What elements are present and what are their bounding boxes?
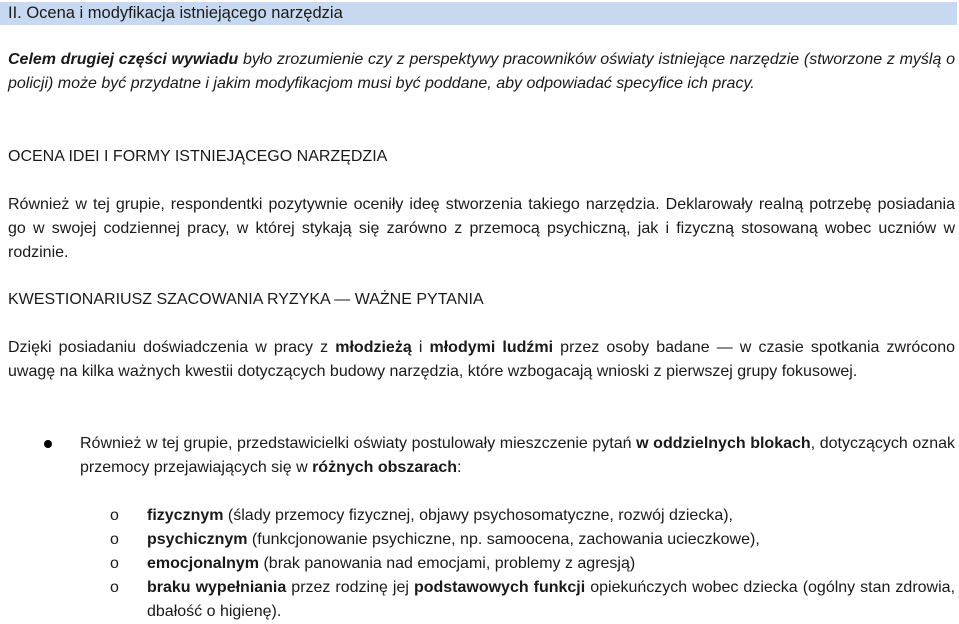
text-run: (ślady przemocy fizycznej, objawy psychosomatyczne, rozwój dziecka), — [223, 507, 733, 524]
sub-item-text — [147, 528, 955, 552]
bold-run: młodymi ludźmi — [429, 339, 554, 356]
bold-run: braku wypełniania — [147, 579, 287, 596]
bullet-dot-icon — [44, 440, 52, 448]
sub-item-text — [147, 552, 955, 576]
intro-bold: Celem drugiej części wywiadu — [8, 51, 239, 68]
questionnaire-paragraph — [8, 336, 955, 384]
sub-marker: o — [110, 531, 119, 548]
intro-text: było zrozumienie czy z perspektywy pracowników oświaty istniejące narzędzie (stworzone z myślą o policji) może być przydatne i jakim modyfikacjom musi być poddane, aby odpowiadać specyfice ich pracy. — [8, 51, 955, 92]
text-run: (funkcjonowanie psychiczne, np. samoocena, zachowania ucieczkowe), — [247, 531, 760, 548]
text-run: przez rodzinę jej — [286, 579, 414, 596]
bold-run: podstawowych funkcji — [413, 579, 586, 596]
bold-run: w oddzielnych blokach — [636, 435, 811, 452]
bullet-text — [80, 432, 955, 480]
text-run: Dzięki posiadaniu doświadczenia w pracy z — [8, 339, 336, 356]
bold-run: psychicznym — [147, 531, 248, 548]
text-run: przez osoby badane — w czasie spotkania zwrócono uwagę na kilka ważnych kwestii dotyczących budowy narzędzia, które wzbogacają wnioski z pierwszej grupy fokusowej. — [8, 339, 956, 380]
text-run: : — [457, 459, 462, 476]
bold-run: emocjonalnym — [147, 555, 260, 572]
assessment-paragraph: Również w tej grupie, respondentki pozytywnie oceniły ideę stworzenia takiego narzędzia. Deklarowały realną potrzebę posiadania go w swojej codziennej pracy, w której stykają się zarówno z przemocą psychiczną, jak i fizyczną stosowaną wobec uczniów w rodzinie. — [8, 196, 955, 261]
section-title-questionnaire: KWESTIONARIUSZ SZACOWANIA RYZYKA — WAŻNE PYTANIA — [8, 291, 484, 308]
text-run: Również w tej grupie, przedstawicielki oświaty postulowały mieszczenie pytań — [80, 435, 637, 452]
text-run: , dotyczących oznak przemocy przejawiających się w — [80, 435, 956, 476]
bold-run: różnych obszarach — [312, 459, 458, 476]
text-run: i — [411, 339, 430, 356]
text-run: opiekuńczych wobec dziecka (ogólny stan zdrowia, dbałość o higienę). — [147, 579, 956, 620]
sub-marker: o — [110, 579, 119, 596]
chapter-heading: II. Ocena i modyfikacja istniejącego narzędzia — [0, 2, 957, 25]
sub-item-text — [147, 576, 955, 624]
text-run: (brak panowania nad emocjami, problemy z agresją) — [259, 555, 636, 572]
bold-run: fizycznym — [147, 507, 224, 524]
sub-marker: o — [110, 555, 119, 572]
intro-paragraph — [8, 48, 955, 96]
sub-item-text — [147, 504, 955, 528]
section-title-assessment: OCENA IDEI I FORMY ISTNIEJĄCEGO NARZĘDZIA — [8, 148, 388, 165]
bold-run: młodzieżą — [335, 339, 412, 356]
sub-marker: o — [110, 507, 119, 524]
